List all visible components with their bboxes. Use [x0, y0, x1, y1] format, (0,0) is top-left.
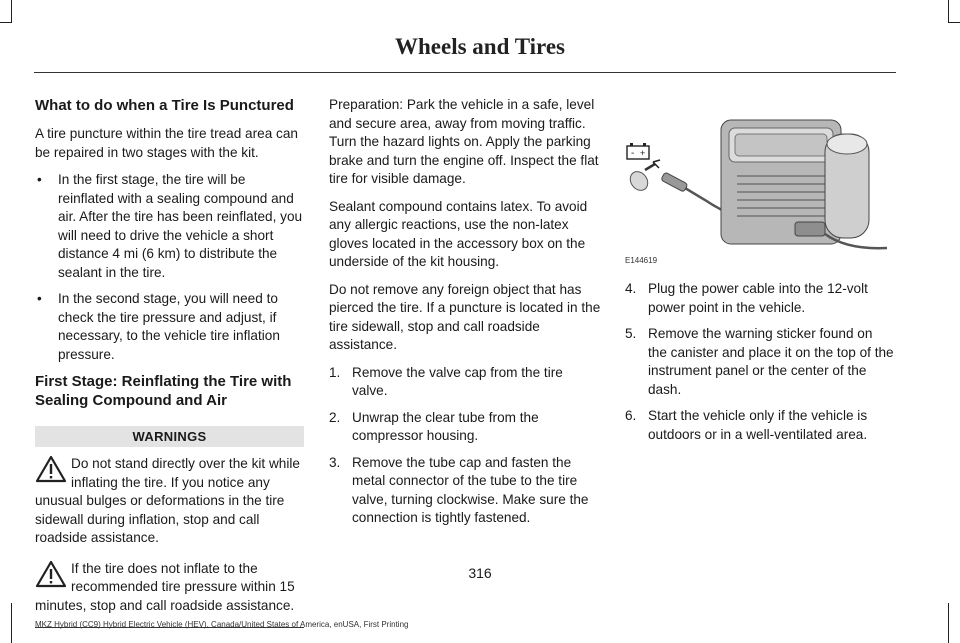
warning-text: If the tire does not inflate to the recommended tire pressure within 15 minutes, stop and call roadside assistance. [35, 560, 295, 613]
step-list [625, 280, 895, 444]
step-text: Start the vehicle only if the vehicle is outdoors or in a well-ventilated area. [648, 408, 868, 442]
header-divider [34, 72, 896, 73]
battery-plus-label: + [640, 148, 646, 158]
warnings-header: WARNINGS [35, 426, 304, 447]
list-item [329, 454, 601, 528]
compressor-illustration [625, 98, 895, 270]
warning-triangle-icon [35, 455, 67, 483]
column-middle [329, 96, 601, 536]
column-right [625, 96, 895, 452]
step-number: 5. [625, 326, 637, 341]
warning-item [35, 455, 304, 548]
crop-mark [948, 603, 949, 643]
list-item [329, 364, 601, 401]
section-heading: First Stage: Reinflating the Tire with Sealing Compound and Air [35, 373, 292, 409]
step-number: 6. [625, 408, 637, 423]
step-text: Unwrap the clear tube from the compressor housing. [352, 409, 539, 443]
compressor-kit-image [625, 98, 895, 258]
list-item [625, 280, 895, 317]
list-item-text: In the first stage, the tire will be reinflated with a sealing compound and air. After the tire has been reinflated, you will need to drive the vehicle a short distance 4 mi (6 km) to distribute the sealant in the tire. [58, 172, 303, 280]
section-heading: What to do when a Tire Is Punctured [35, 97, 294, 114]
figure-id: E144619 [625, 255, 658, 265]
list-item [35, 171, 304, 282]
page-number: 316 [468, 565, 492, 581]
page-title: Wheels and Tires [395, 34, 565, 59]
list-item [625, 325, 895, 399]
intro-paragraph: A tire puncture within the tire tread area can be repaired in two stages with the kit. [35, 126, 298, 160]
step-number: 1. [329, 364, 341, 380]
step-text: Remove the valve cap from the tire valve. [352, 364, 563, 398]
stage-list [35, 171, 304, 364]
crop-mark [11, 0, 12, 22]
list-item [625, 407, 895, 444]
step-text: Remove the warning sticker found on the canister and place it on the top of the instrument panel or the center of the dash. [648, 326, 894, 397]
list-item [35, 290, 304, 364]
battery-minus-label: - [631, 148, 635, 159]
warning-text: Do not stand directly over the kit while inflating the tire. If you notice any unusual bulges or deformations in the tire sidewall during inflation, stop and call roadside assistance. [35, 456, 300, 545]
list-item-text: In the second stage, you will need to check the tire pressure and adjust, if necessary, to the vehicle tire inflation pressure. [58, 291, 280, 362]
bullet-icon: • [37, 291, 42, 306]
paragraph: Do not remove any foreign object that has pierced the tire. If a puncture is located in the tire sidewall, stop and call roadside assistance. [329, 281, 601, 352]
step-list [329, 364, 601, 528]
footer-text: MKZ Hybrid (CC9) Hybrid Electric Vehicle (HEV), Canada/United States of America, enUSA, First Printing [35, 620, 409, 629]
list-item [329, 409, 601, 446]
step-number: 2. [329, 409, 341, 425]
step-number: 3. [329, 454, 341, 470]
crop-mark [948, 0, 949, 22]
step-number: 4. [625, 281, 637, 296]
bullet-icon: • [37, 172, 42, 187]
step-text: Plug the power cable into the 12-volt power point in the vehicle. [648, 281, 868, 315]
battery-icon [627, 143, 649, 159]
step-text: Remove the tube cap and fasten the metal connector of the tube to the tire valve, turning clockwise. Make sure the connection is tightly fastened. [352, 454, 589, 525]
crop-mark [948, 22, 960, 23]
crop-mark [0, 22, 12, 23]
paragraph: Preparation: Park the vehicle in a safe, level and secure area, away from moving traffic. Turn the hazard lights on. Apply the parking brake and turn the engine off. Inspect the flat tire for visible damage. [329, 97, 599, 186]
crop-mark [11, 603, 12, 643]
paragraph: Sealant compound contains latex. To avoid any allergic reactions, use the non-latex gloves located in the accessory box on the underside of the kit housing. [329, 198, 588, 269]
column-left [35, 96, 304, 628]
